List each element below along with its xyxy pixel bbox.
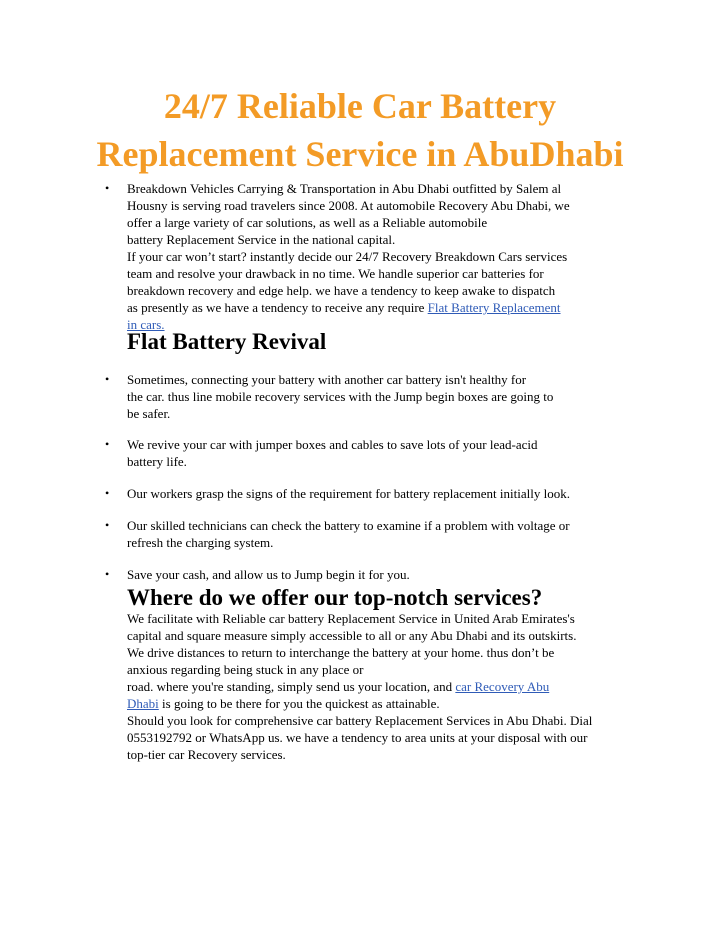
list-item-text <box>127 517 637 551</box>
list-line: battery life. <box>127 454 187 469</box>
paragraph-line: capital and square measure simply accessible to all or any Abu Dhabi and its outskirts. <box>127 628 577 643</box>
intro-line: Breakdown Vehicles Carrying & Transportation in Abu Dhabi outfitted by Salem al <box>127 181 562 196</box>
flat-battery-replacement-link-cont[interactable]: in cars. <box>127 317 165 332</box>
paragraph-line-link-cont <box>127 695 647 712</box>
list-line: refresh the charging system. <box>127 535 274 550</box>
section-2-paragraph <box>127 610 647 763</box>
bullet-icon: • <box>105 372 110 386</box>
list-line: Our skilled technicians can check the battery to examine if a problem with voltage or <box>127 518 570 533</box>
intro-line: offer a large variety of car solutions, as well as a Reliable automobile <box>127 215 488 230</box>
list-line: Save your cash, and allow us to Jump begin it for you. <box>127 567 410 582</box>
list-item-text <box>127 485 637 502</box>
flat-battery-replacement-link[interactable]: Flat Battery Replacement <box>427 300 561 315</box>
list-line: Sometimes, connecting your battery with another car battery isn't healthy for <box>127 372 527 387</box>
bullet-icon: • <box>105 486 110 500</box>
bullet-icon: • <box>105 181 110 195</box>
intro-line: battery Replacement Service in the national capital. <box>127 232 396 247</box>
bullet-icon: • <box>105 437 110 451</box>
list-item-text <box>127 371 637 422</box>
title-line-1: 24/7 Reliable Car Battery <box>163 86 557 126</box>
intro-line: breakdown recovery and edge help. we have a tendency to keep awake to dispatch <box>127 283 556 298</box>
paragraph-line-with-link <box>127 678 647 695</box>
list-line: We revive your car with jumper boxes and cables to save lots of your lead-acid <box>127 437 538 452</box>
intro-line: If your car won’t start? instantly decide our 24/7 Recovery Breakdown Cars services <box>127 249 568 264</box>
paragraph-line: road. where you're standing, simply send us your location, and <box>127 679 456 694</box>
intro-line: team and resolve your drawback in no time. We handle superior car batteries for <box>127 266 544 281</box>
page-title <box>60 82 660 178</box>
paragraph-line: anxious regarding being stuck in any place or <box>127 662 364 677</box>
paragraph-line: 0553192792 or WhatsApp us. we have a tendency to area units at your disposal with our <box>127 730 588 745</box>
list-line: be safer. <box>127 406 171 421</box>
intro-line: Housny is serving road travelers since 2008. At automobile Recovery Abu Dhabi, we <box>127 198 570 213</box>
list-line: the car. thus line mobile recovery services with the Jump begin boxes are going to <box>127 389 554 404</box>
list-item-text <box>127 566 637 583</box>
section-heading-flat-battery-revival: Flat Battery Revival <box>127 329 327 354</box>
intro-text <box>127 180 637 333</box>
paragraph-line: We drive distances to return to interchange the battery at your home. thus don’t be <box>127 645 555 660</box>
bullet-icon: • <box>105 567 110 581</box>
car-recovery-abu-dhabi-link-cont[interactable]: Dhabi <box>127 696 159 711</box>
intro-line: as presently as we have a tendency to receive any require <box>127 300 428 315</box>
paragraph-line: Should you look for comprehensive car battery Replacement Services in Abu Dhabi. Dial <box>127 713 593 728</box>
section-heading-where-we-offer: Where do we offer our top-notch services? <box>127 585 543 610</box>
bullet-icon: • <box>105 518 110 532</box>
list-line: Our workers grasp the signs of the requirement for battery replacement initially look. <box>127 486 570 501</box>
paragraph-line: top-tier car Recovery services. <box>127 747 286 762</box>
car-recovery-abu-dhabi-link[interactable]: car Recovery Abu <box>455 679 550 694</box>
paragraph-line: is going to be there for you the quickest as attainable. <box>158 696 440 711</box>
list-item-text <box>127 436 637 470</box>
intro-line-with-link <box>127 299 637 316</box>
title-line-2: Replacement Service in AbuDhabi <box>96 134 624 174</box>
paragraph-line: We facilitate with Reliable car battery Replacement Service in United Arab Emirates's <box>127 611 575 626</box>
